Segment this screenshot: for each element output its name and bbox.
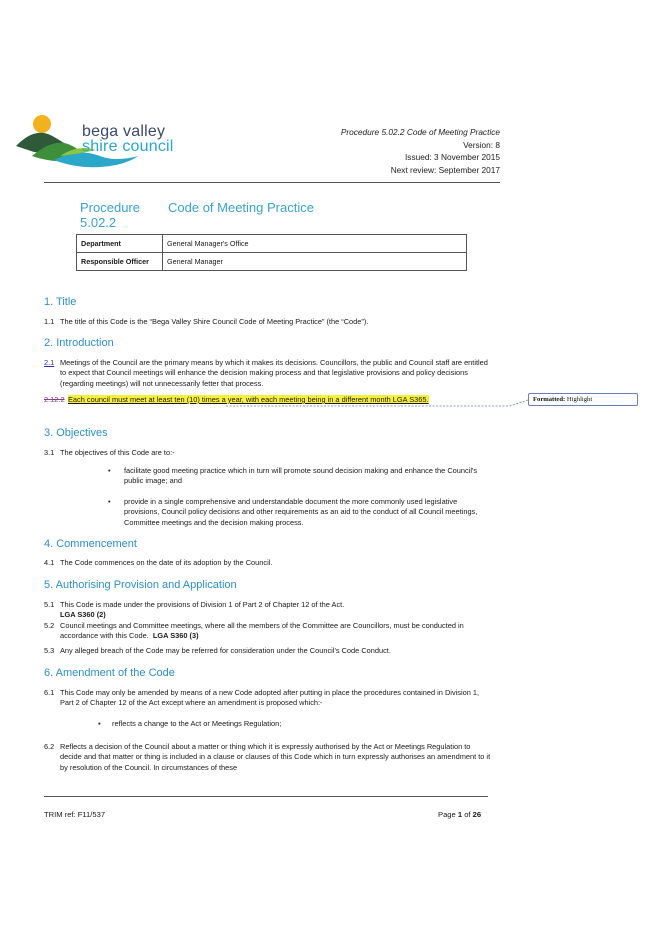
clause-number: 1.1 xyxy=(44,317,55,326)
clause-text xyxy=(60,621,492,642)
total-pages: 26 xyxy=(472,810,482,819)
procedure-label-line-1: Procedure xyxy=(80,200,140,215)
logo-line-1: bega valley xyxy=(82,123,166,140)
logo-sun xyxy=(33,115,51,133)
page-prefix: Page xyxy=(438,810,458,819)
footer-divider xyxy=(44,796,488,797)
table-value: General Manager's Office xyxy=(163,235,467,253)
section-3-heading: 3. Objectives xyxy=(44,427,108,439)
bullet-icon: ▪ xyxy=(98,719,101,728)
highlighted-text: Each council must meet at least ten (10) times a year, with each meeting being in a different month LGA S365. xyxy=(68,395,429,404)
comment-connector xyxy=(226,398,530,408)
comment-value: Highlight xyxy=(566,396,593,403)
document-header-info xyxy=(341,126,500,176)
bullet-text: reflects a change to the Act or Meetings Regulation; xyxy=(112,719,282,728)
procedure-label xyxy=(80,200,140,230)
clause-text: Reflects a decision of the Council about a matter or thing which it is expressly authorised by the Act or Meetings Regulation to decide and that matter or thing is included in a clause or clauses of this Code which in turn expressly authorises an amendment to it by resolution of the Council. In circumstances of these xyxy=(60,742,491,772)
clause-number: 6.1 xyxy=(44,688,55,697)
clause-number: 2.1 xyxy=(44,358,55,367)
table-key: Department xyxy=(77,235,163,253)
tracked-change-balloon[interactable] xyxy=(528,393,638,406)
clause-number: 4.1 xyxy=(44,558,55,567)
clause-body: This Code is made under the provisions of Division 1 of Part 2 of Chapter 12 of the Act. xyxy=(60,600,345,609)
clause-number-tracked xyxy=(44,395,65,405)
version: Version: 8 xyxy=(463,139,500,150)
bullet-icon: • xyxy=(108,466,111,475)
header-divider xyxy=(44,182,500,183)
bullet-icon: • xyxy=(108,497,111,506)
section-4-heading: 4. Commencement xyxy=(44,538,137,550)
clause-number: 5.2 xyxy=(44,621,55,630)
next-review-date: Next review: September 2017 xyxy=(390,164,500,175)
clause-text: This Code may only be amended by means of a new Code adopted after putting in place the procedures contained in Division 1, Part 2 of Chapter 12 of the Act except where an amendment is proposed which:- xyxy=(60,688,480,708)
section-6-heading: 6. Amendment of the Code xyxy=(44,667,175,679)
table-row xyxy=(77,235,467,253)
logo-wordmark xyxy=(82,124,174,154)
page-number xyxy=(438,810,481,819)
table-row xyxy=(77,253,467,271)
deleted-number: 2. xyxy=(44,395,51,404)
bullet-text: provide in a single comprehensive and understandable document the more commonly used legislative provisions, Council policy decisions and other requirements as an aid to the conduct of all Council meetings, Committee meetings and the decision making process. xyxy=(124,497,478,527)
clause-body: Council meetings and Committee meetings, where all the members of the Committee are Councillors, must be conducted in accordance with this Code. xyxy=(60,621,464,641)
logo-line-2: shire council xyxy=(82,138,174,155)
table-key: Responsible Officer xyxy=(77,253,163,271)
comment-label: Formatted: xyxy=(533,396,566,403)
clause-text: Meetings of the Council are the primary means by which it makes its decisions. Councillors, the public and Council staff are entitled to expect that Council meetings will enhance the decision making process and that legislative provisions and policy decisions (regarding meetings) will not unnecessarily fetter that process. xyxy=(60,358,488,388)
table-value: General Manager xyxy=(163,253,467,271)
current-page: 1 xyxy=(457,810,463,819)
clause-text: The title of this Code is the “Bega Valley Shire Council Code of Meeting Practice” (the “Code”). xyxy=(60,317,369,326)
section-5-heading: 5. Authorising Provision and Application xyxy=(44,579,237,591)
section-1-heading: 1. Title xyxy=(44,296,77,308)
issued-date: Issued: 3 November 2015 xyxy=(404,152,500,163)
procedure-title: Code of Meeting Practice xyxy=(168,200,314,215)
procedure-ref: Procedure 5.02.2 Code of Meeting Practice xyxy=(340,127,500,137)
clause-number: 5.1 xyxy=(44,600,55,609)
section-2-heading: 2. Introduction xyxy=(44,337,114,349)
inserted-number: 12.2 xyxy=(50,395,65,404)
clause-number: 3.1 xyxy=(44,448,55,457)
page-of: of xyxy=(462,810,473,819)
clause-number: 6.2 xyxy=(44,742,55,751)
info-table xyxy=(76,234,467,271)
legal-reference: LGA S360 (2) xyxy=(60,610,106,620)
clause-text: The Code commences on the date of its adoption by the Council. xyxy=(60,558,273,567)
clause-text xyxy=(60,600,492,621)
clause-text: The objectives of this Code are to:- xyxy=(60,448,175,457)
procedure-number: 5.02.2 xyxy=(80,215,117,230)
trim-reference: TRIM ref: F11/537 xyxy=(44,810,106,819)
clause-text: Any alleged breach of the Code may be referred for consideration under the Council's Code Conduct. xyxy=(60,646,391,655)
legal-reference: LGA S360 (3) xyxy=(152,631,199,641)
clause-number: 5.3 xyxy=(44,646,55,655)
bullet-text: facilitate good meeting practice which in turn will promote sound decision making and enhance the Council's public image; and xyxy=(124,466,478,486)
